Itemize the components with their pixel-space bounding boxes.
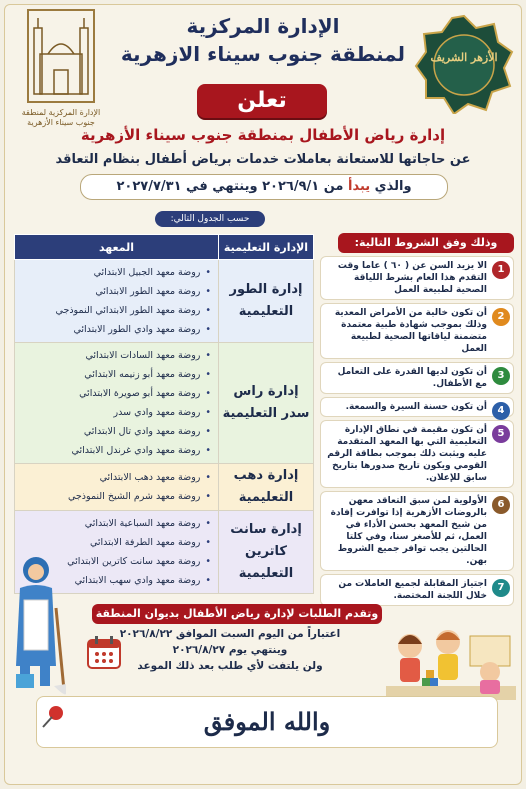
condition-number: 5 (492, 425, 510, 443)
table-row (15, 464, 314, 511)
closing-phrase: والله الموفق (36, 696, 498, 748)
logo-caption-line2: جنوب سيناء الأزهرية (27, 118, 95, 127)
list-item: • روضة معهد وادي سدر (22, 403, 211, 422)
list-item: • روضة معهد الطور الابتدائي (22, 282, 211, 301)
schedule-caption: حسب الجدول التالي: (155, 211, 265, 227)
list-item: • روضة معهد وادي غرندل الابتدائي (22, 441, 211, 460)
list-item: • روضة معهد وادي الطور الابتدائي (22, 320, 211, 339)
condition-item (320, 362, 514, 394)
condition-text: أن تكون لديها القدرة على التعامل مع الأطفال. (337, 367, 487, 389)
announce-line1: إدارة رياض الأطفال بمنطقة جنوب سيناء الأزهرية (80, 126, 446, 144)
header-title (120, 12, 406, 68)
children-illustration (386, 616, 516, 700)
condition-item (320, 397, 514, 417)
list-item: • روضة معهد شرم الشيخ النموذجي (22, 487, 211, 506)
schedule-table (14, 234, 314, 594)
list-item: • روضة معهد السادات الابتدائي (22, 346, 211, 365)
list-item: • روضة معهد الجبيل الابتدائي (22, 263, 211, 282)
list-item: • روضة معهد أبو صويرة الابتدائي (22, 384, 211, 403)
condition-text: أن تكون مقيمة في نطاق الإدارة التعليمية التي بها المعهد المتقدمة عليه ويثبت ذلك بموجب بطاقة الرقم القومي ويكون تاريخ صدورها بتاريخ سابق للإعلان. (327, 425, 487, 483)
dates-start-word: يبدأ (348, 179, 371, 194)
institutes-cell (15, 464, 219, 511)
institutes-cell (15, 260, 219, 343)
dates-rest: من ٢٠٢٦/٩/١ وينتهي في ٢٠٢٧/٧/٣١ (116, 179, 348, 194)
conditions-heading: وذلك وفق الشروط التالية: (338, 233, 514, 253)
condition-number: 3 (492, 367, 510, 385)
list-item: • روضة معهد دهب الابتدائي (22, 468, 211, 487)
azhar-emblem-logo (414, 14, 514, 114)
list-item: • روضة معهد الطرفة الابتدائي (22, 533, 211, 552)
condition-text: أن تكون حسنة السيرة والسمعة. (345, 402, 487, 412)
list-item: • روضة معهد سانت كاترين الابتدائي (22, 552, 211, 571)
list-item: • روضة معهد أبو زنيمه الابتدائي (22, 365, 211, 384)
admin-cell: إدارة دهب التعليمية (219, 464, 314, 511)
condition-text: اجتياز المقابلة لجميع العاملات من خلال اللجنة المختصة. (338, 579, 487, 601)
table-header-row (15, 235, 314, 260)
apply-note: ولن يلتفت لأي طلب بعد ذلك الموعد (137, 660, 323, 672)
mosque-icon (26, 8, 96, 104)
admin-cell: إدارة راس سدر التعليمية (219, 343, 314, 464)
list-item: • روضة معهد وادي سهب الابتدائي (22, 571, 211, 590)
condition-item (320, 256, 514, 300)
condition-item (320, 420, 514, 488)
condition-text: أن تكون خالية من الأمراض المعدية وذلك بموجب شهادة طبية معتمدة متضمنة لياقاتها الصحية لطبيعة العمل (334, 308, 487, 354)
apply-details (80, 626, 380, 684)
title-line1: الإدارة المركزية (186, 14, 340, 38)
list-item: • روضة معهد وادي تال الابتدائي (22, 422, 211, 441)
azhar-emblem-text: الأزهر الشريف (430, 51, 498, 64)
apply-start: اعتباراً من اليوم السبت الموافق ٢٠٢٦/٨/٢٢ (119, 628, 341, 640)
condition-number: 6 (492, 496, 510, 514)
title-line2: لمنطقة جنوب سيناء الازهرية (120, 42, 406, 66)
condition-item (320, 491, 514, 571)
announce-line2: عن حاجاتها للاستعانة بعاملات خدمات برياض أطفال بنظام التعاقد (55, 152, 471, 167)
apply-heading: وتقدم الطلبات لإدارة رياض الأطفال بديوان المنطقة (92, 604, 382, 624)
col-admin-header: الإدارة التعليمية (219, 235, 314, 260)
list-item: • روضة معهد السباعية الابتدائي (22, 514, 211, 533)
condition-number: 1 (492, 261, 510, 279)
admin-cell: إدارة سانت كاترين التعليمية (219, 511, 314, 594)
list-item: • روضة معهد الطور الابتدائي النموذجي (22, 301, 211, 320)
condition-number: 2 (492, 308, 510, 326)
condition-number: 7 (492, 579, 510, 597)
cleaning-worker-illustration (6, 548, 66, 698)
condition-text: الا يزيد السن عن ( ٦٠ ) عاما وقت التقدم هذا العام بشرط اللياقة الصحية لطبيعة العمل (337, 261, 487, 295)
col-institute-header: المعهد (15, 235, 219, 260)
pushpin-icon (40, 704, 66, 730)
condition-number: 4 (492, 402, 510, 420)
announce-badge: تعلن (197, 84, 327, 118)
table-row (15, 343, 314, 464)
dates-prefix: والذي (370, 179, 412, 194)
logo-caption-line1: الإدارة المركزية لمنطقة (21, 108, 101, 117)
institutes-cell (15, 343, 219, 464)
conditions-list (320, 256, 514, 609)
condition-text: الأولوية لمن سبق التعاقد معهن بالروضات الأزهرية إذا توافرت إفادة من شيخ المعهد بحسن الأداء في العمل، ثم للأصغر سنا، وفي كلتا الحالتين يجب توافر جميع الشروط بهن. (330, 496, 487, 566)
condition-item (320, 303, 514, 359)
condition-item (320, 574, 514, 606)
admin-cell: إدارة الطور التعليمية (219, 260, 314, 343)
table-row (15, 260, 314, 343)
contract-dates (80, 174, 448, 200)
apply-end: وينتهي يوم ٢٠٢٦/٨/٢٧ (172, 644, 288, 656)
